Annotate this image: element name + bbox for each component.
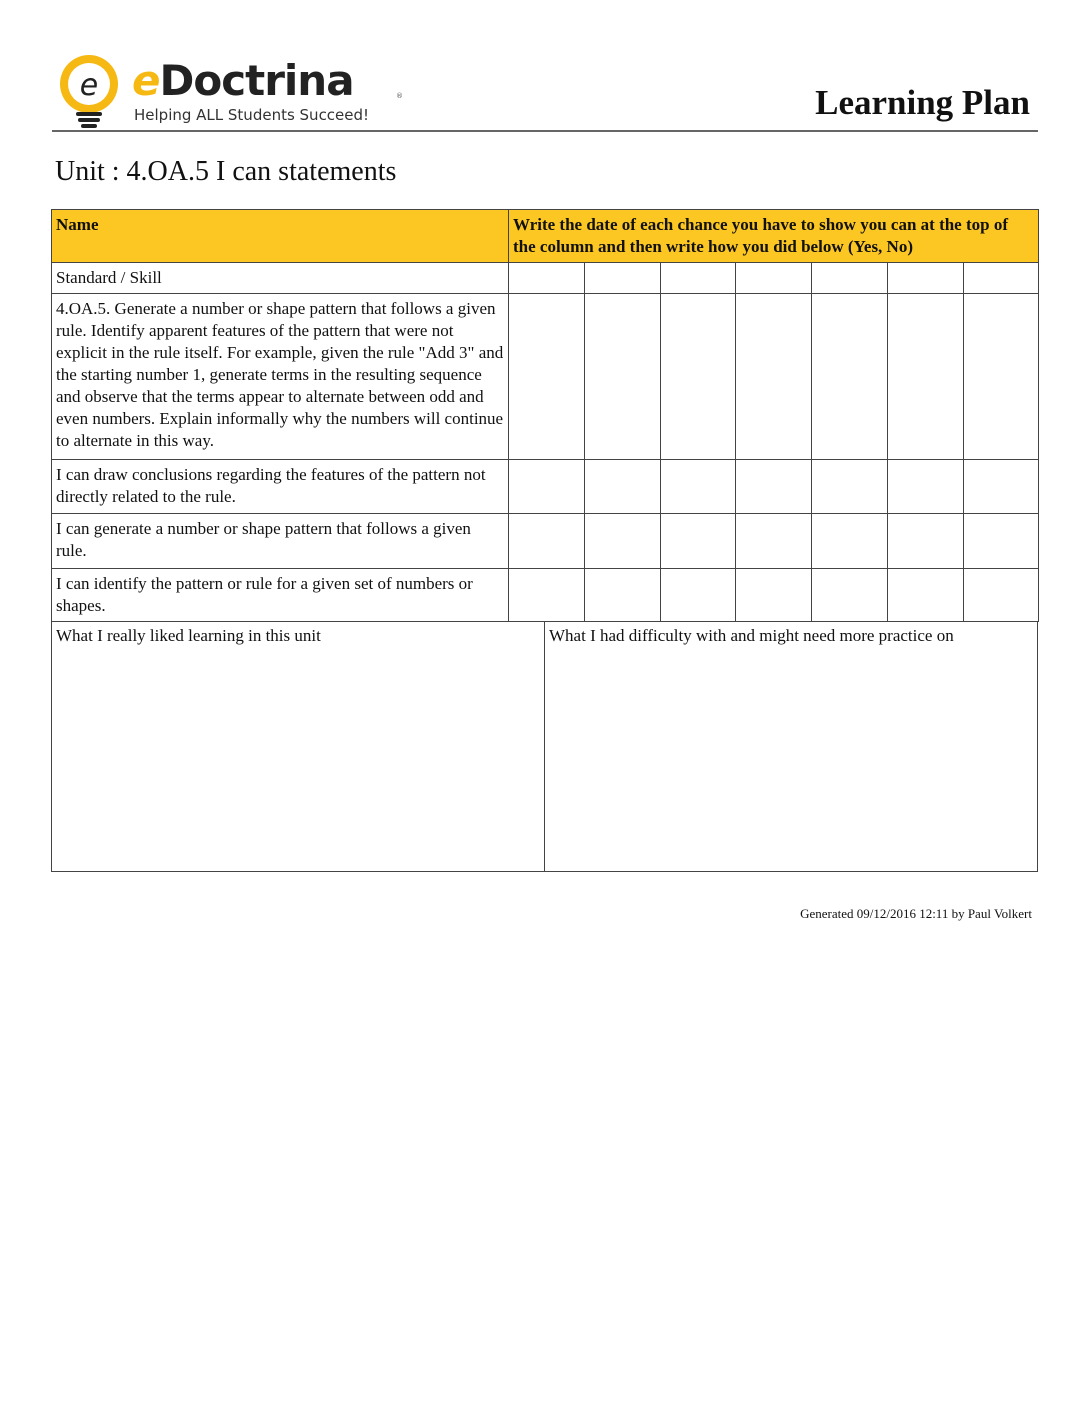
result-cell[interactable]	[888, 460, 964, 514]
learning-plan-table	[51, 209, 1039, 622]
result-cell[interactable]	[736, 294, 812, 460]
result-cell[interactable]	[585, 514, 661, 569]
table-row	[52, 514, 1039, 569]
generated-footer: Generated 09/12/2016 12:11 by Paul Volkert	[800, 906, 1032, 921]
row-label: I can identify the pattern or rule for a given set of numbers or shapes.	[52, 569, 509, 622]
result-cell[interactable]	[812, 569, 888, 622]
result-cell[interactable]	[585, 460, 661, 514]
date-cell[interactable]	[964, 263, 1039, 294]
result-cell[interactable]	[661, 569, 736, 622]
unit-title: Unit : 4.OA.5 I can statements	[55, 156, 397, 187]
edoctrina-logo	[52, 50, 403, 130]
reflection-section	[51, 621, 1038, 872]
table-row	[52, 263, 1039, 294]
result-cell[interactable]	[888, 294, 964, 460]
name-header-cell[interactable]: Name	[52, 210, 509, 263]
table-row	[52, 294, 1039, 460]
result-cell[interactable]	[812, 514, 888, 569]
row-label: I can generate a number or shape pattern that follows a given rule.	[52, 514, 509, 569]
result-cell[interactable]	[736, 569, 812, 622]
logo-wordmark-prefix: e	[132, 56, 160, 105]
difficulty-box[interactable]	[545, 621, 1037, 871]
result-cell[interactable]	[661, 514, 736, 569]
table-row	[52, 460, 1039, 514]
result-cell[interactable]	[509, 460, 585, 514]
table-row	[52, 569, 1039, 622]
date-cell[interactable]	[661, 263, 736, 294]
logo-tagline: Helping ALL Students Succeed!	[134, 106, 370, 124]
document-title: Learning Plan	[815, 83, 1030, 122]
row-label: I can draw conclusions regarding the features of the pattern not directly related to the rule.	[52, 460, 509, 514]
result-cell[interactable]	[964, 460, 1039, 514]
result-cell[interactable]	[585, 294, 661, 460]
date-cell[interactable]	[888, 263, 964, 294]
svg-text:e: e	[79, 68, 99, 103]
result-cell[interactable]	[509, 569, 585, 622]
date-cell[interactable]	[736, 263, 812, 294]
liked-learning-box[interactable]	[52, 621, 545, 871]
result-cell[interactable]	[888, 569, 964, 622]
difficulty-label: What I had difficulty with and might need more practice on	[549, 626, 954, 645]
lightbulb-icon	[52, 50, 130, 130]
result-cell[interactable]	[964, 569, 1039, 622]
result-cell[interactable]	[964, 294, 1039, 460]
date-cell[interactable]	[812, 263, 888, 294]
header-divider	[52, 130, 1038, 132]
result-cell[interactable]	[661, 294, 736, 460]
result-cell[interactable]	[812, 460, 888, 514]
result-cell[interactable]	[736, 460, 812, 514]
logo-wordmark-rest: Doctrina	[159, 56, 354, 105]
table-header-row	[52, 210, 1039, 263]
row-label: Standard / Skill	[52, 263, 509, 294]
date-cell[interactable]	[509, 263, 585, 294]
date-cell[interactable]	[585, 263, 661, 294]
result-cell[interactable]	[736, 514, 812, 569]
page-header	[52, 50, 1038, 130]
result-cell[interactable]	[888, 514, 964, 569]
result-cell[interactable]	[509, 514, 585, 569]
liked-learning-label: What I really liked learning in this unit	[56, 626, 321, 645]
row-label: 4.OA.5. Generate a number or shape pattern that follows a given rule. Identify apparent features of the pattern that were not explicit in the rule itself. For example, given the rule "Add 3" and the starting number 1, generate terms in the resulting sequence and observe that the terms appear to alternate between odd and even numbers. Explain informally why the numbers will continue to alternate in this way.	[52, 294, 509, 460]
result-cell[interactable]	[812, 294, 888, 460]
logo-wordmark	[132, 56, 354, 105]
result-cell[interactable]	[585, 569, 661, 622]
result-cell[interactable]	[964, 514, 1039, 569]
result-cell[interactable]	[661, 460, 736, 514]
registered-mark: ®	[396, 92, 403, 100]
instructions-header-cell: Write the date of each chance you have to show you can at the top of the column and then write how you did below (Yes, No)	[509, 210, 1039, 263]
result-cell[interactable]	[509, 294, 585, 460]
